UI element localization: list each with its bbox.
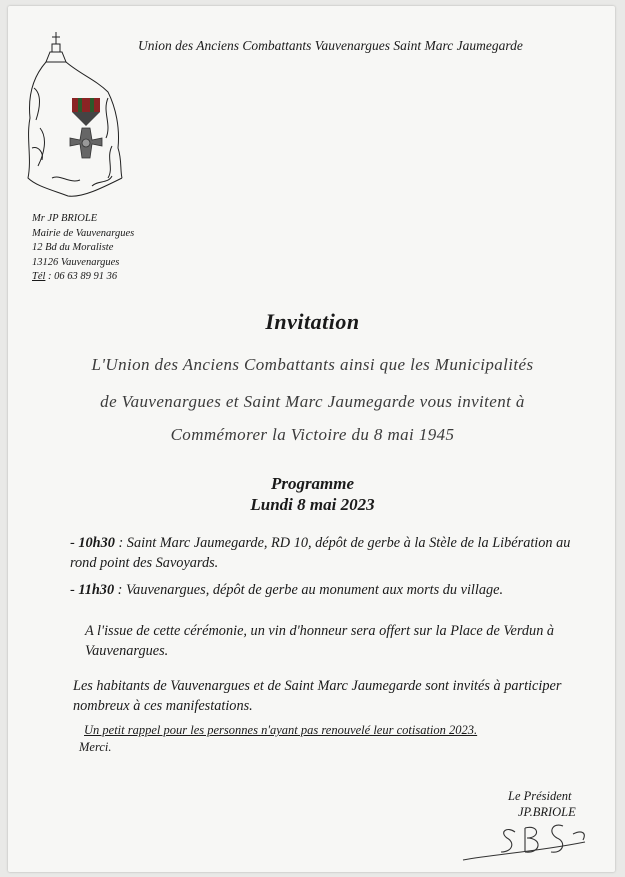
program-item-time: 11h30 (78, 582, 115, 598)
handwritten-signature-icon (455, 812, 595, 867)
emblem-war-cross-icon (22, 28, 132, 206)
sender-city: 13126 Vauvenargues (32, 256, 120, 268)
phone-label: Tél (32, 271, 46, 282)
invitation-line-1: L'Union des Anciens Combattants ainsi que les Municipalités (91, 355, 534, 374)
thanks-text: Merci. (79, 740, 112, 754)
sender-name: Mr JP BRIOLE (32, 213, 98, 224)
program-item-text: : Vauvenargues, dépôt de gerbe au monument aux morts du village. (114, 582, 504, 598)
sender-street: 12 Bd du Moraliste (32, 242, 114, 253)
program-item-time: 10h30 (78, 535, 115, 551)
program-item (70, 534, 590, 573)
invitation-title: Invitation (265, 309, 360, 334)
bullet-dash: - (70, 582, 79, 598)
signature-role: Le Président (508, 789, 572, 803)
cotisation-reminder: Un petit rappel pour les personnes n'ayant pas renouvelé leur cotisation 2023. (84, 723, 478, 737)
signature-name: JP.BRIOLE (518, 805, 576, 819)
sender-address (32, 212, 134, 285)
inhabitants-paragraph: Les habitants de Vauvenargues et de Saint Marc Jaumegarde sont invités à participer nombreux à ces manifestations. (73, 678, 562, 714)
phone-number: : 06 63 89 91 36 (45, 271, 118, 282)
bullet-dash: - (70, 535, 79, 551)
reception-paragraph: A l'issue de cette cérémonie, un vin d'honneur sera offert sur la Place de Verdun à Vauvenargues. (85, 623, 555, 659)
invitation-line-2: de Vauvenargues et Saint Marc Jaumegarde vous invitent à (100, 392, 525, 411)
program-item-text: : Saint Marc Jaumegarde, RD 10, dépôt de gerbe à la Stèle de la Libération au rond point des Savoyards. (70, 535, 571, 571)
organization-header: Union des Anciens Combattants Vauvenargues Saint Marc Jaumegarde (138, 38, 523, 53)
program-item (70, 581, 590, 601)
program-date: Lundi 8 mai 2023 (250, 495, 375, 514)
sender-institution: Mairie de Vauvenargues (32, 227, 135, 239)
sender-phone (32, 270, 134, 285)
program-title: Programme (270, 474, 355, 493)
invitation-line-3: Commémorer la Victoire du 8 mai 1945 (170, 425, 455, 444)
